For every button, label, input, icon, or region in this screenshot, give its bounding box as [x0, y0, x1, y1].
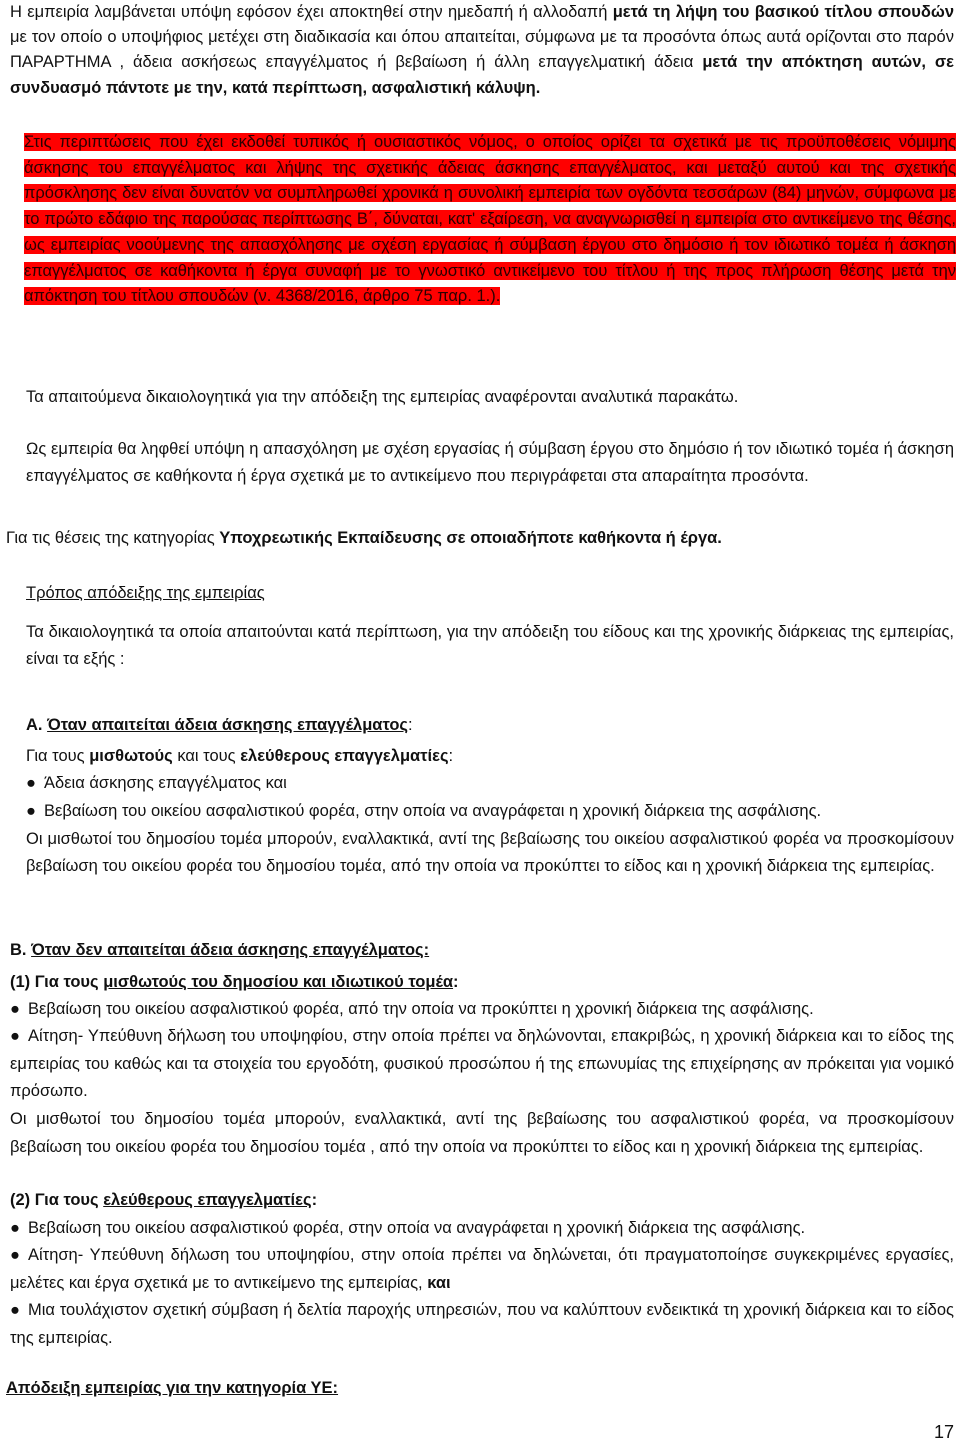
section-b-sub1-title: μισθωτούς του δημοσίου και ιδιωτικού τομέα: [103, 973, 454, 991]
section-b-sub1-heading: [10, 969, 954, 996]
section-b-sub1-bullet-1-text: Βεβαίωση του οικείου ασφαλιστικού φορέα, από την οποία να προκύπτει η χρονική διάρκεια της ασφάλισης.: [28, 1000, 814, 1018]
required-docs-paragraph: [26, 384, 954, 411]
bullet-icon: ●: [10, 1246, 20, 1264]
section-a-title: Όταν απαιτείται άδεια άσκησης επαγγέλματος: [47, 716, 409, 734]
section-a-heading: [26, 712, 954, 739]
section-b-sub1-colon: :: [453, 973, 459, 991]
category-text: Για τις θέσεις της κατηγορίας: [6, 529, 220, 547]
intro-bold-1: μετά τη λήψη του βασικού τίτλου σπουδών: [612, 3, 954, 21]
intro-paragraph: [10, 0, 954, 101]
required-docs-text: Τα απαιτούμενα δικαιολογητικά για την απόδειξη της εμπειρίας αναφέρονται αναλυτικά παρακάτω.: [26, 388, 739, 406]
section-b-sub1-note: [10, 1106, 954, 1161]
section-a-for-text-1: Για τους: [26, 747, 90, 765]
section-a-bullet-2-text: Βεβαίωση του οικείου ασφαλιστικού φορέα, στην οποία να αναγράφεται η χρονική διάρκεια της ασφάλισης.: [44, 802, 822, 820]
section-a-bullet-2: [26, 798, 954, 825]
section-a-colon: :: [408, 716, 413, 734]
section-a-for-text-2: και τους: [172, 747, 241, 765]
section-a-freelancers: ελεύθερους επαγγελματίες: [240, 747, 449, 765]
section-b-sub2-heading: [10, 1187, 954, 1214]
section-b-sub2-bullet-2: [10, 1242, 954, 1297]
section-b-sub1-bullet-2: [10, 1023, 954, 1106]
category-line: [6, 525, 954, 552]
experience-definition-paragraph: [26, 436, 954, 490]
section-b-sub2-bullet-2-text: Αίτηση- Υπεύθυνη δήλωση του υποψηφίου, στην οποία πρέπει να δηλώνεται, ότι πραγματοποίησε συγκεκριμένες εργασίες, μελέτες και έργα σχετικά με το αντικείμενο της εμπειρίας,: [10, 1246, 954, 1292]
bullet-icon: ●: [26, 774, 36, 792]
section-a-bullet-1-text: Άδεια άσκησης επαγγέλματος και: [44, 774, 287, 792]
section-b-sub1-note-text: Οι μισθωτοί του δημοσίου τομέα μπορούν, εναλλακτικά, αντί της βεβαίωσης του ασφαλιστικού φορέα, να προσκομίσουν βεβαίωση του οικείου φορέα του δημοσίου τομέα , από την οποία να προκύπτει το είδος και η χρονική διάρκεια της εμπειρίας.: [10, 1110, 954, 1156]
section-b-title: Όταν δεν απαιτείται άδεια άσκησης επαγγέλματος:: [31, 941, 430, 959]
bullet-icon: ●: [10, 1301, 20, 1319]
bullet-icon: ●: [10, 1219, 20, 1237]
final-heading: [6, 1375, 906, 1402]
section-b-heading: [10, 937, 954, 964]
bullet-icon: ●: [26, 802, 36, 820]
section-b-sub2-bullet-1-text: Βεβαίωση του οικείου ασφαλιστικού φορέα, στην οποία να αναγράφεται η χρονική διάρκεια της ασφάλισης.: [28, 1219, 806, 1237]
intro-bold-2: μετά την απόκτηση αυτών, σε συνδυασμό πάντοτε με την, κατά περίπτωση, ασφαλιστική κάλυψη.: [10, 53, 955, 97]
section-b-sub1-bullet-2-text: Αίτηση- Υπεύθυνη δήλωση του υποψηφίου, στην οποία πρέπει να δηλώνονται, επακριβώς, η χρονική διάρκεια και το είδος της εμπειρίας του καθώς και τα στοιχεία του εργοδότη, φυσικού προσώπου ή της επωνυμίας της επιχείρησης αν πρόκειται για νομικό πρόσωπο.: [10, 1027, 954, 1100]
section-a-employees: μισθωτούς: [89, 747, 173, 765]
bullet-icon: ●: [10, 1027, 20, 1045]
section-b-sub2-bullet-1: [10, 1215, 954, 1242]
section-a-note: [26, 826, 954, 880]
category-bold: Υποχρεωτικής Εκπαίδευσης σε οποιαδήποτε καθήκοντα ή έργα.: [219, 529, 722, 547]
section-b-sub2-bullet-3: [10, 1297, 954, 1352]
experience-definition-text: Ως εμπειρία θα ληφθεί υπόψη η απασχόληση με σχέση εργασίας ή σύμβαση έργου στο δημόσιο ή τον ιδιωτικό τομέα ή άσκηση επαγγέλματος σε καθήκοντα ή έργα σχετικά με το αντικείμενο που περιγράφεται στα απαραίτητα προσόντα.: [26, 440, 954, 485]
section-b-sub2-num: (2) Για τους: [10, 1191, 104, 1209]
section-a-note-text: Οι μισθωτοί του δημοσίου τομέα μπορούν, εναλλακτικά, αντί της βεβαίωσης του οικείου ασφαλιστικού φορέα να προσκομίσουν βεβαίωση του οικείου φορέα του δημοσίου τομέα, από την οποία να προκύπτει το είδος και η χρονική διάρκεια της εμπειρίας.: [26, 830, 954, 875]
highlighted-text: Στις περιπτώσεις που έχει εκδοθεί τυπικός ή ουσιαστικός νόμος, ο οποίος ορίζει τα σχετικά με τις προϋποθέσεις νόμιμης άσκησης του επαγγέλματος και λήψης της σχετικής άδειας άσκησης επαγγέλματος, και μεταξύ αυτού και της σχετικής πρόσκλησης δεν είναι δυνατόν να συμπληρωθεί χρονικά η συνολική εμπειρία των ογδόντα τεσσάρων (84) μηνών, σύμφωνα με το πρώτο εδάφιο της παρούσας περίπτωσης Β΄, δύναται, κατ' εξαίρεση, να αναγνωρισθεί η εμπειρία στο αντικείμενο της θέσης, ως εμπειρίας νοούμενης της απασχόλησης με σχέση εργασίας ή σύμβαση έργου στο δημόσιο ή τον ιδιωτικό τομέα ή άσκηση επαγγέλματος σε καθήκοντα ή έργα συναφή με το γνωστικό αντικείμενο του τίτλου ή της προς πλήρωση θέσης μετά την απόκτηση του τίτλου σπουδών (ν. 4368/2016, άρθρο 75 παρ. 1.).: [24, 133, 956, 306]
section-a-letter: Α.: [26, 716, 43, 734]
proof-intro-text: Τα δικαιολογητικά τα οποία απαιτούνται κατά περίπτωση, για την απόδειξη του είδους και της χρονικής διάρκειας της εμπειρίας, είναι τα εξής :: [26, 623, 954, 668]
section-a-for-text-3: :: [448, 747, 454, 765]
section-a-bullet-1: [26, 770, 954, 797]
section-b-sub2-title: ελεύθερους επαγγελματίες: [103, 1191, 312, 1209]
section-b-sub2-bullet-3-text: Μια τουλάχιστον σχετική σύμβαση ή δελτία παροχής υπηρεσιών, που να καλύπτουν ενδεικτικά τη χρονική διάρκεια και το είδος της εμπειρίας.: [10, 1301, 954, 1347]
proof-title-text: Τρόπος απόδειξης της εμπειρίας: [26, 584, 265, 602]
final-heading-text: Απόδειξη εμπειρίας για την κατηγορία ΥΕ:: [6, 1379, 339, 1397]
page-number: 17: [933, 1422, 954, 1442]
highlighted-paragraph: [24, 130, 956, 310]
section-b-sub1-num: (1) Για τους: [10, 973, 104, 991]
proof-title: [26, 580, 626, 607]
section-b-letter: Β.: [10, 941, 27, 959]
section-b-sub2-colon: :: [311, 1191, 318, 1209]
bullet-icon: ●: [10, 1000, 20, 1018]
section-b-sub2-and: και: [427, 1273, 451, 1292]
intro-text-2: με τον οποίο ο υποψήφιος μετέχει στη διαδικασία και όπου απαιτείται, σύμφωνα με τα προσόντα όπως αυτά ορίζονται στο παρόν ΠΑΡΑΡΤΗΜΑ , άδεια ασκήσεως επαγγέλματος ή βεβαίωση ή άλλη επαγγελματική άδεια: [10, 28, 954, 72]
section-b-sub1-bullet-1: [10, 996, 954, 1023]
section-a-for-line: [26, 743, 954, 770]
intro-text-1: Η εμπειρία λαμβάνεται υπόψη εφόσον έχει αποκτηθεί στην ημεδαπή ή αλλοδαπή: [10, 3, 613, 21]
proof-intro-paragraph: [26, 619, 954, 673]
